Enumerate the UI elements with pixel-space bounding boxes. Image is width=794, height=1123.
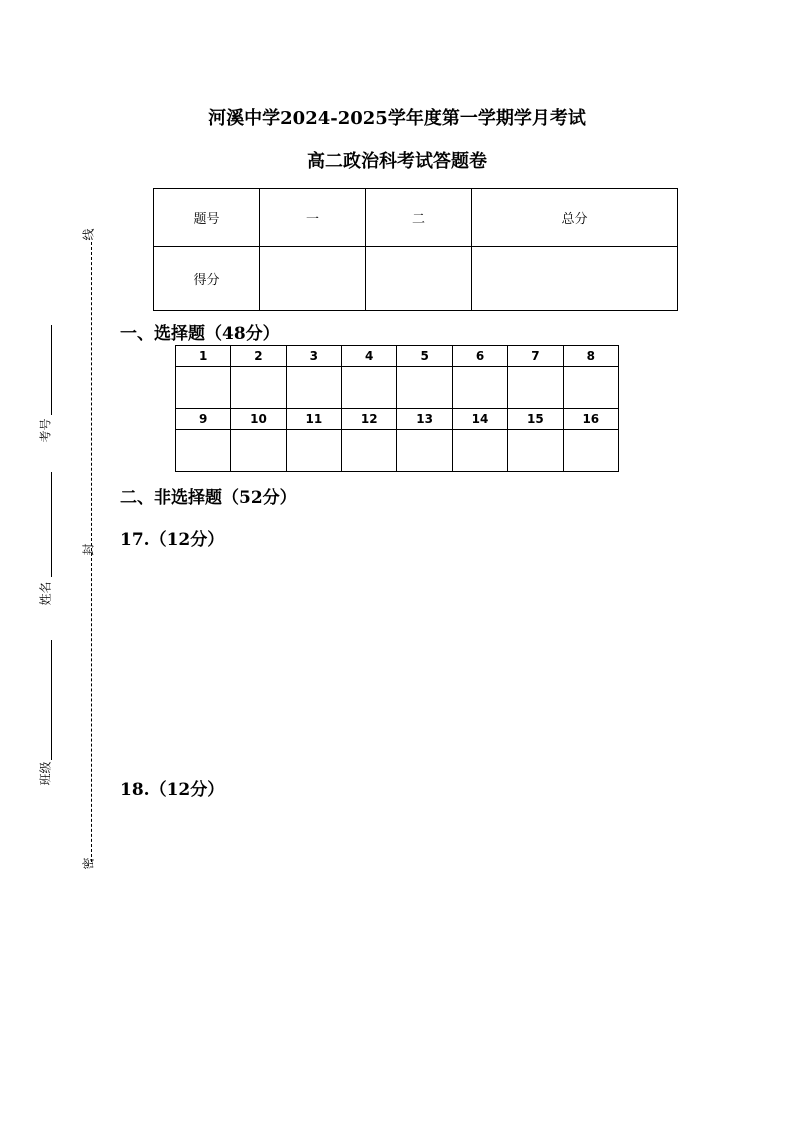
answer-number-row [176, 409, 619, 430]
class-label: 班级 [38, 761, 53, 786]
answer-cell[interactable] [176, 430, 231, 472]
score-table-header: 题号 [154, 189, 260, 247]
choice-answer-grid [175, 345, 619, 472]
question-number: 15 [508, 409, 563, 430]
question-number: 5 [397, 346, 452, 367]
score-cell[interactable] [260, 247, 366, 311]
question-number: 10 [231, 409, 286, 430]
score-table-header-row [154, 189, 678, 247]
answer-cell[interactable] [286, 367, 341, 409]
score-table-header: 一 [260, 189, 366, 247]
answer-cell[interactable] [231, 430, 286, 472]
section-nonchoice-title: 二、非选择题（52分） [120, 488, 297, 508]
answer-cell[interactable] [452, 430, 507, 472]
question-number: 14 [452, 409, 507, 430]
score-cell[interactable] [366, 247, 472, 311]
question-number: 16 [563, 409, 618, 430]
answer-number-row [176, 346, 619, 367]
binding-mark-xian: 线 [81, 228, 96, 241]
question-number: 11 [286, 409, 341, 430]
binding-mark-feng: 封 [81, 543, 96, 556]
score-table-header: 二 [366, 189, 472, 247]
question-number: 4 [342, 346, 397, 367]
answer-cell[interactable] [342, 367, 397, 409]
answer-cell[interactable] [397, 367, 452, 409]
exam-number-label: 考号 [38, 418, 53, 443]
question-number: 3 [286, 346, 341, 367]
answer-cell[interactable] [286, 430, 341, 472]
score-cell[interactable] [472, 247, 678, 311]
exam-title: 河溪中学2024-2025学年度第一学期学月考试 [208, 108, 586, 129]
class-line[interactable] [51, 640, 52, 760]
score-table-header: 总分 [472, 189, 678, 247]
answer-cell-row [176, 367, 619, 409]
answer-cell[interactable] [452, 367, 507, 409]
question-number: 12 [342, 409, 397, 430]
answer-cell[interactable] [508, 367, 563, 409]
question-number: 13 [397, 409, 452, 430]
answer-cell[interactable] [563, 367, 618, 409]
answer-cell[interactable] [397, 430, 452, 472]
exam-number-line[interactable] [51, 325, 52, 415]
question-18-label: 18.（12分） [120, 780, 225, 800]
score-row-label: 得分 [154, 247, 260, 311]
question-number: 1 [176, 346, 231, 367]
answer-cell[interactable] [342, 430, 397, 472]
question-number: 6 [452, 346, 507, 367]
section-choice-title: 一、选择题（48分） [120, 324, 280, 344]
answer-cell[interactable] [508, 430, 563, 472]
answer-cell[interactable] [563, 430, 618, 472]
exam-subtitle: 高二政治科考试答题卷 [307, 151, 487, 172]
answer-cell[interactable] [231, 367, 286, 409]
question-number: 8 [563, 346, 618, 367]
question-number: 9 [176, 409, 231, 430]
name-label: 姓名 [38, 581, 53, 606]
score-table-score-row [154, 247, 678, 311]
question-number: 7 [508, 346, 563, 367]
question-number: 2 [231, 346, 286, 367]
answer-cell-row [176, 430, 619, 472]
name-line[interactable] [51, 472, 52, 577]
answer-cell[interactable] [176, 367, 231, 409]
question-17-label: 17.（12分） [120, 530, 225, 550]
score-table [153, 188, 678, 311]
binding-mark-mi: 密 [81, 857, 96, 870]
